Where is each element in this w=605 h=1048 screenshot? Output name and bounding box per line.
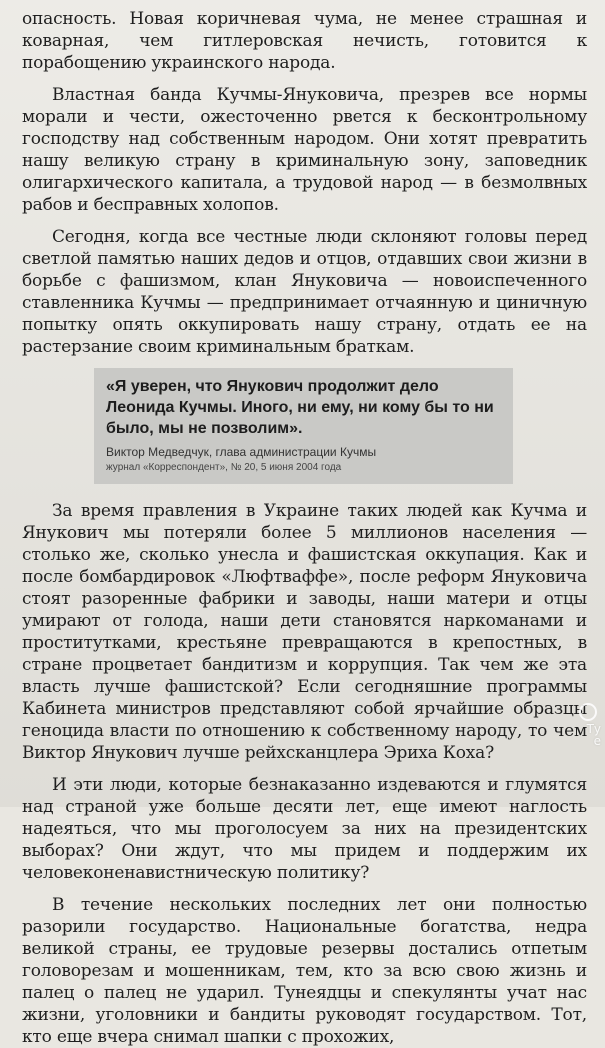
quote-source: журнал «Корреспондент», № 20, 5 июня 2004 года	[106, 462, 342, 473]
paragraph-2: Властная банда Кучмы-Януковича, презрев все нормы морали и чести, ожесточенно рвется к бесконтрольному господству над собственным народом. Они хотят превратить нашу великую страну в криминальную зону, заповедник олигархического капитала, а трудовой народ — в безмолвных рабов и бесправных холопов.	[22, 85, 587, 215]
quote-text: «Я уверен, что Янукович продолжит дело Леонида Кучмы. Иного, ни ему, ни кому бы то ни было, мы не позволим».	[106, 378, 494, 437]
paragraph-4: За время правления в Украине таких людей как Кучма и Янукович мы потеряли более 5 миллионов населения — столько же, сколько унесла и фашистская оккупация. Как и после бомбардировок «Люфтваффе», после реформ Януковича стоят разоренные фабрики и заводы, наши матери и отцы умирают от голода, наши дети становятся наркоманами и проститутками, крестьяне превращаются в крепостных, в стране процветает бандитизм и коррупция. Так чем же эта власть лучше фашистской? Если сегодняшние программы Кабинета министров представляют собой ярчайшие образцы геноцида власти по отношению к собственному народу, то чем Виктор Янукович лучше рейхсканцлера Эриха Коха?	[22, 501, 587, 763]
quote-box	[94, 368, 513, 484]
watermark-circle-icon	[579, 703, 597, 721]
paragraph-1: опасность. Новая коричневая чума, не менее страшная и коварная, чем гитлеровская нечисть, готовится к порабощению украинского народа.	[22, 9, 587, 73]
watermark-icon	[567, 703, 601, 759]
watermark-text: Ту е	[586, 722, 601, 748]
quote-author: Виктор Медведчук, глава администрации Кучмы	[106, 445, 377, 459]
paragraph-3: Сегодня, когда все честные люди склоняют головы перед светлой памятью наших дедов и отцов, отдавших свои жизни в борьбе с фашизмом, клан Януковича — новоиспеченного ставленника Кучмы — предпринимает отчаянную и циничную попытку опять оккупировать нашу страну, отдать ее на растерзание своим криминальным браткам.	[22, 227, 587, 357]
paragraph-5: И эти люди, которые безнаказанно издеваются и глумятся над страной уже больше десяти лет, еще имеют наглость надеяться, что мы проголосуем за них на президентских выборах? Они ждут, что мы придем и поддержим их человеконенавистническую политику?	[22, 775, 587, 883]
paragraph-6: В течение нескольких последних лет они полностью разорили государство. Национальные богатства, недра великой страны, ее трудовые резервы достались отпетым головорезам и мошенникам, тем, кто за всю свою жизнь и палец о палец не ударил. Тунеядцы и спекулянты учат нас жизни, уголовники и бандиты руководят государством. Тот, кто еще вчера снимал шапки с прохожих,	[22, 895, 587, 1047]
